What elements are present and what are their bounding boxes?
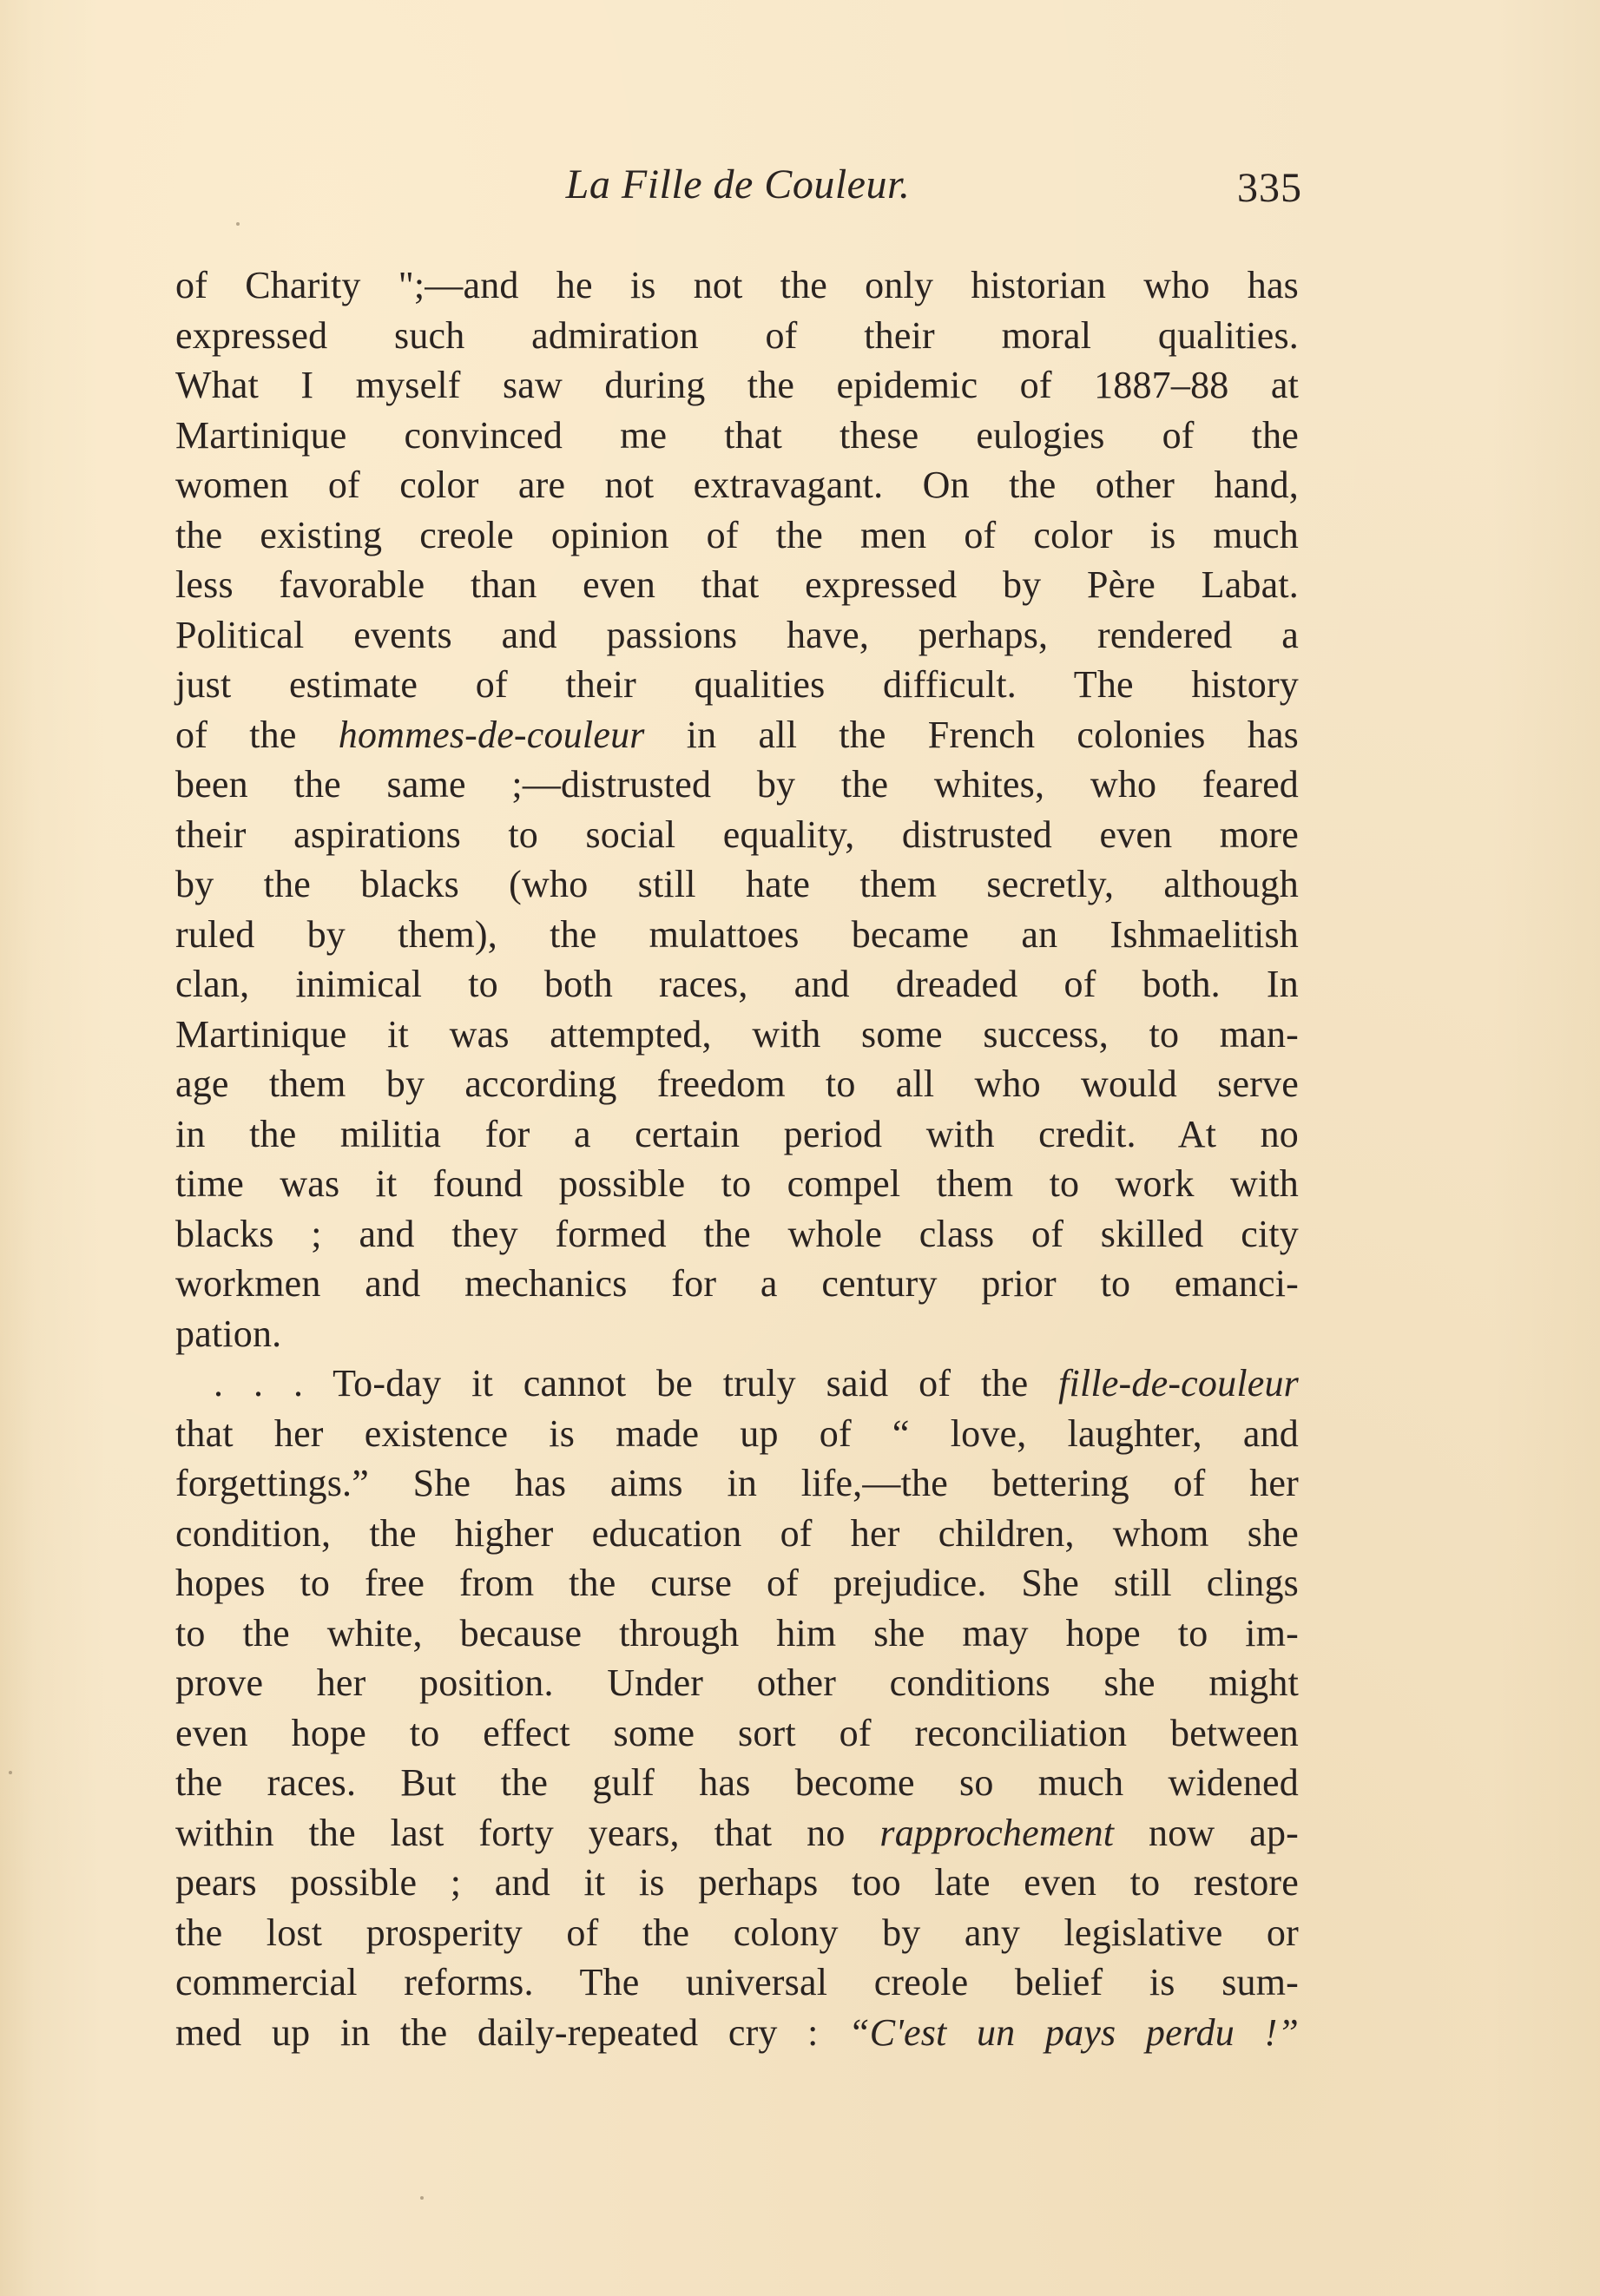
text-line: the existing creole opinion of the men of color is much: [175, 513, 1299, 556]
text-line: Martinique it was attempted, with some success, to man-: [175, 1012, 1299, 1056]
text-line: . . . To-day it cannot be truly said of the fille-de-couleur: [214, 1362, 1299, 1405]
body-text: [175, 260, 1299, 2057]
italic-quote: “C'est un pays perdu !”: [848, 2010, 1299, 2054]
text-line: What I myself saw during the epidemic of 1887–88 at: [175, 364, 1299, 406]
italic-term: hommes-de-couleur: [338, 713, 645, 756]
text-line: med up in the daily-repeated cry : “C'est un pays perdu !”: [175, 2010, 1299, 2054]
text-line: Martinique convinced me that these eulogies of the: [175, 413, 1299, 457]
text-line: age them by according freedom to all who would serve: [175, 1062, 1299, 1105]
text-line: workmen and mechanics for a century prior to emanci-: [175, 1262, 1299, 1305]
text-line: Political events and passions have, perhaps, rendered a: [175, 613, 1299, 656]
text-line: forgettings.” She has aims in life,—the bettering of her: [175, 1462, 1299, 1504]
text-line: by the blacks (who still hate them secretly, although: [175, 863, 1299, 905]
text-line: the lost prosperity of the colony by any legislative or: [175, 1911, 1299, 1954]
paper-speck: [236, 222, 240, 226]
text-line: prove her position. Under other conditions she might: [175, 1661, 1299, 1704]
italic-term: rapprochement: [879, 1811, 1115, 1854]
text-line: of Charity ";—and he is not the only historian who has: [175, 264, 1299, 306]
running-head: [174, 155, 1302, 215]
paper-speck: [420, 2196, 424, 2200]
text-line: even hope to effect some sort of reconciliation between: [175, 1711, 1299, 1754]
text-line: pation.: [175, 1312, 282, 1355]
text-line: pears possible ; and it is perhaps too late even to restore: [175, 1861, 1299, 1904]
text-line: just estimate of their qualities difficult. The history: [175, 663, 1299, 706]
text-line: of the hommes-de-couleur in all the French colonies has: [175, 713, 1300, 756]
page-number: 335: [1237, 165, 1302, 211]
text-line: women of color are not extravagant. On the other hand,: [175, 464, 1299, 506]
italic-term: fille-de-couleur: [1058, 1362, 1299, 1405]
text-line: the races. But the gulf has become so much widened: [175, 1761, 1299, 1804]
text-line: in the militia for a certain period with credit. At no: [175, 1112, 1299, 1155]
text-line: hopes to free from the curse of prejudice. She still clings: [175, 1562, 1299, 1604]
running-title: La Fille de Couleur.: [565, 161, 911, 207]
text-line: ruled by them), the mulattoes became an Ishmaelitish: [175, 912, 1299, 956]
text-line: their aspirations to social equality, distrusted even more: [175, 812, 1299, 856]
paper-speck: [9, 1771, 12, 1774]
text-line: to the white, because through him she may hope to im-: [175, 1611, 1299, 1655]
text-line: that her existence is made up of “ love, laughter, and: [175, 1411, 1299, 1455]
text-line: blacks ; and they formed the whole class of skilled city: [175, 1212, 1299, 1255]
text-line: clan, inimical to both races, and dreaded of both. In: [175, 963, 1299, 1005]
text-line: within the last forty years, that no rapprochement now ap-: [175, 1811, 1299, 1854]
text-line: been the same ;—distrusted by the whites, who feared: [175, 763, 1299, 806]
text-line: expressed such admiration of their moral qualities.: [175, 313, 1299, 357]
text-line: less favorable than even that expressed by Père Labat.: [175, 563, 1299, 606]
text-line: commercial reforms. The universal creole belief is sum-: [175, 1961, 1299, 2003]
text-line: condition, the higher education of her children, whom she: [175, 1511, 1299, 1555]
text-line: time was it found possible to compel them to work with: [175, 1162, 1299, 1205]
